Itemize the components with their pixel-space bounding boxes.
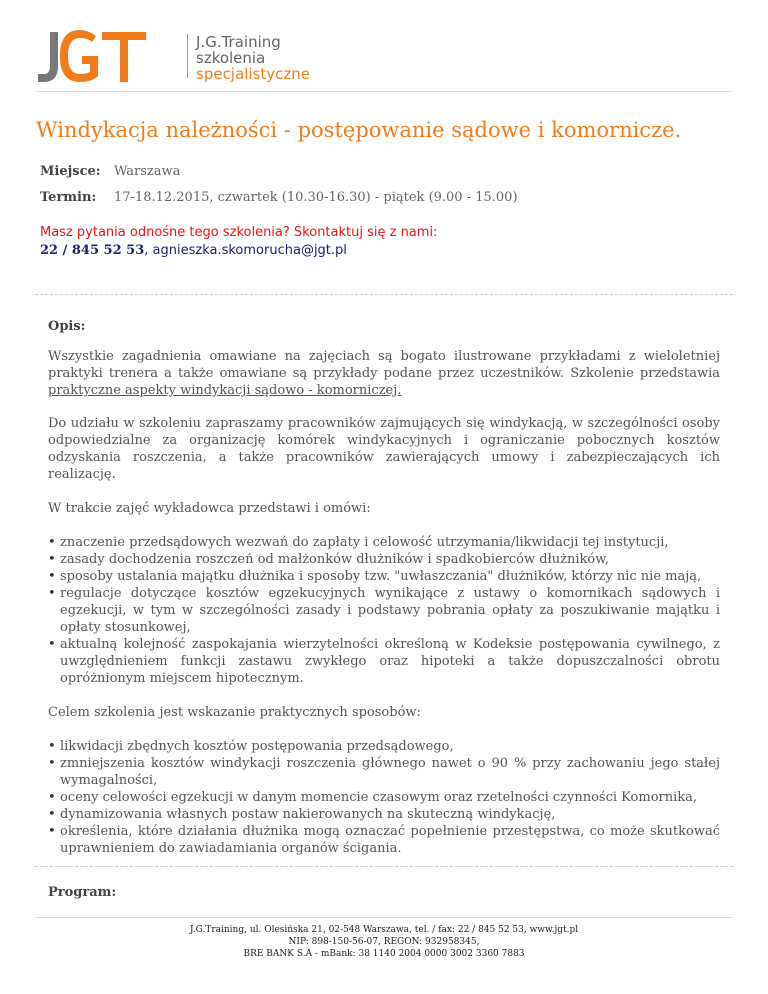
- list-item: • aktualną kolejność zaspokajania wierzytelności określoną w Kodeksie postępowania cywilnego, z uwzględnieniem funkcji zastawu zwykłego oraz hipoteki a także dopuszczalności obrotu opróżnionym miejscem hipotecznym.: [60, 636, 720, 687]
- place-label: Miejsce:: [40, 164, 101, 179]
- jgt-logo-mark: [36, 26, 148, 86]
- company-logo: [36, 26, 336, 86]
- contact-block: [40, 224, 437, 260]
- page-footer: [0, 924, 768, 960]
- list-item: • określenia, które działania dłużnika mogą oznaczać popełnienie przestępstwa, co może skutkować uprawnieniem do zawiadamiania organów ścigania.: [60, 823, 720, 857]
- list-item: • zmniejszenia kosztów windykacji roszczenia głównego nawet o 90 % przy zachowaniu jego stałej wymagalności,: [60, 755, 720, 789]
- contact-phone[interactable]: 22 / 845 52 53: [40, 243, 145, 258]
- opis-p1-text: Wszystkie zagadnienia omawiane na zajęciach są bogato ilustrowane przykładami z wieloletniej praktyki trenera a także omawiane są przykłady podane przez uczestników. Szkolenie przedstawia: [48, 349, 720, 381]
- topics-list: [48, 534, 720, 687]
- footer-address: J.G.Training, ul. Olesińska 21, 02-548 Warszawa, tel. / fax: 22 / 845 52 53, www.jgt.pl: [189, 925, 579, 935]
- date-label: Termin:: [40, 190, 97, 205]
- contact-question: Masz pytania odnośne tego szkolenia? Skontaktuj się z nami:: [40, 225, 438, 240]
- opis-paragraph-4: Celem szkolenia jest wskazanie praktycznych sposobów:: [48, 705, 421, 720]
- opis-p1-underlined: praktyczne aspekty windykacji sądowo - komorniczej.: [48, 383, 402, 398]
- logo-divider: [187, 34, 188, 78]
- place-value: Warszawa: [114, 164, 181, 179]
- logo-tagline-2: specjalistyczne: [196, 65, 310, 83]
- list-item: • dynamizowania własnych postaw nakierowanych na skuteczną windykację,: [60, 806, 720, 823]
- header-divider: [35, 91, 733, 92]
- list-item: • oceny celowości egzekucji w danym momencie czasowym oraz rzetelności czynności Komornika,: [60, 789, 720, 806]
- footer-registration: NIP: 898-150-56-07, REGON: 932958345,: [288, 937, 480, 947]
- contact-email-link[interactable]: agnieszka.skomorucha@jgt.pl: [152, 243, 347, 258]
- footer-bank: BRE BANK S.A - mBank: 38 1140 2004 0000 3002 3360 7883: [243, 949, 525, 959]
- opis-content: [48, 348, 720, 857]
- list-item: • sposoby ustalania majątku dłużnika i sposoby tzw. "uwłaszczania" dłużników, którzy nic nie mają,: [60, 568, 720, 585]
- program-heading: Program:: [48, 885, 117, 900]
- meta-date: [40, 190, 518, 205]
- training-title: Windykacja należności - postępowanie sądowe i komornicze.: [36, 118, 682, 142]
- list-item: • znaczenie przedsądowych wezwań do zapłaty i celowość utrzymania/likwidacji tej instytucji,: [60, 534, 720, 551]
- opis-paragraph-2: Do udziału w szkoleniu zapraszamy pracowników zajmujących się windykacją, w szczególności osoby odpowiedzialne za organizację komórek windykacyjnych i ograniczanie pobocznych kosztów odzyskania roszczenia, a także pracowników zawierających umowy i zabezpieczających ich realizację.: [48, 416, 720, 482]
- footer-divider: [35, 917, 733, 918]
- goals-list: [48, 738, 720, 857]
- opis-paragraph-1: [48, 348, 720, 399]
- opis-paragraph-3: W trakcie zajęć wykładowca przedstawi i omówi:: [48, 501, 371, 516]
- opis-heading: Opis:: [48, 319, 86, 334]
- section-divider: [35, 866, 733, 867]
- meta-place: [40, 164, 180, 179]
- list-item: • regulacje dotyczące kosztów egzekucyjnych wynikające z ustawy o komornikach sądowych i egzekucji, w tym w szczególności zasady i podstawy pobrania opłaty za poszukiwanie majątku i opłaty stosunkowej,: [60, 585, 720, 636]
- date-value: 17-18.12.2015, czwartek (10.30-16.30) - piątek (9.00 - 15.00): [114, 190, 518, 205]
- logo-tagline-1: szkolenia: [196, 49, 266, 67]
- list-item: • zasady dochodzenia roszczeń od małżonków dłużników i spadkobierców dłużników,: [60, 551, 720, 568]
- logo-text: [196, 34, 310, 82]
- contact-separator: ,: [144, 243, 153, 258]
- section-divider: [35, 294, 733, 295]
- logo-company-name: J.G.Training: [196, 33, 281, 51]
- list-item: • likwidacji zbędnych kosztów postępowania przedsądowego,: [60, 738, 720, 755]
